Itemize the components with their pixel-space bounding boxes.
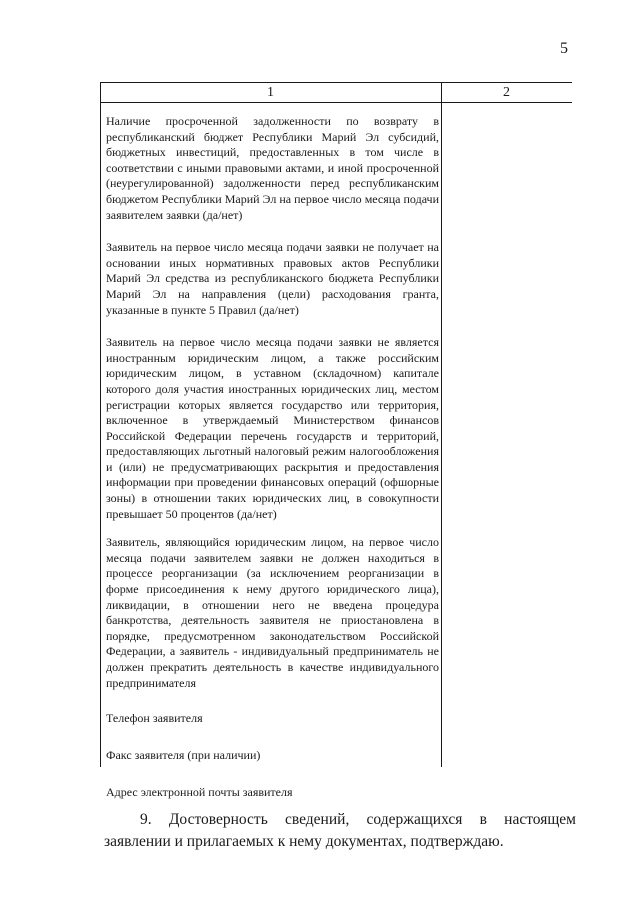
applicant-phone-label: Телефон заявителя: [106, 711, 203, 726]
applicant-fax-label: Факс заявителя (при наличии): [106, 748, 261, 763]
column-header-2: 2: [503, 85, 510, 100]
table-row-no-reorganization: Заявитель, являющийся юридическим лицом, на первое число месяца подачи заявителем заявки не должен находиться в процессе реорганизации (за исключением реорганизации в форме присоединения к нему другого юридического лица), ликвидации, в отношении него не введена процедура банкротства, деятельность заявителя не приостановлена в порядке, предусмотренном законодательством Российской Федерации, а заявитель - индивидуальный предприниматель не должен прекратить деятельность в качестве индивидуального предпринимателя: [106, 535, 439, 690]
page-number: 5: [560, 40, 568, 57]
table-row-not-foreign-entity: Заявитель на первое число месяца подачи заявки не является иностранным юридическим лицом, а также российским юридическим лицом, в уставном (складочном) капитале которого доля участия иностранных юридических лиц, местом регистрации которых является государство или территория, включенное в утверждаемый Министерством финансов Российской Федерации перечень государств и территорий, предоставляющих льготный налоговый режим налогообложения и (или) не предусматривающих раскрытия и предоставления информации при проведении финансовых операций (офшорные зоны) в отношении таких юридических лиц, в совокупности превышает 50 процентов (да/нет): [106, 335, 439, 521]
certification-paragraph: 9. Достоверность сведений, содержащихся в настоящем заявлении и прилагаемых к нему документах, подтверждаю.: [104, 810, 576, 850]
requirements-table: [100, 82, 572, 800]
column-header-1: 1: [267, 85, 274, 100]
table-left-border: [100, 82, 101, 767]
table-row-overdue-debt: Наличие просроченной задолженности по возврату в республиканский бюджет Республики Марий Эл субсидий, бюджетных инвестиций, предоставленных в том числе в соответствии с иными правовыми актами, и иной просроченной (неурегулированной) задолженности перед республиканским бюджетом Республики Марий Эл на первое число месяца подачи заявителем заявки (да/нет): [106, 114, 439, 222]
table-row-no-other-funding: Заявитель на первое число месяца подачи заявки не получает на основании иных нормативных правовых актов Республики Марий Эл средства из республиканского бюджета Республики Марий Эл на направления (цели) расходования гранта, указанные в пункте 5 Правил (да/нет): [106, 240, 439, 317]
table-top-border: [100, 82, 572, 83]
table-column-divider: [441, 82, 442, 767]
applicant-email-label: Адрес электронной почты заявителя: [106, 785, 293, 800]
table-rows: [106, 114, 439, 822]
table-header-border: [100, 102, 572, 103]
